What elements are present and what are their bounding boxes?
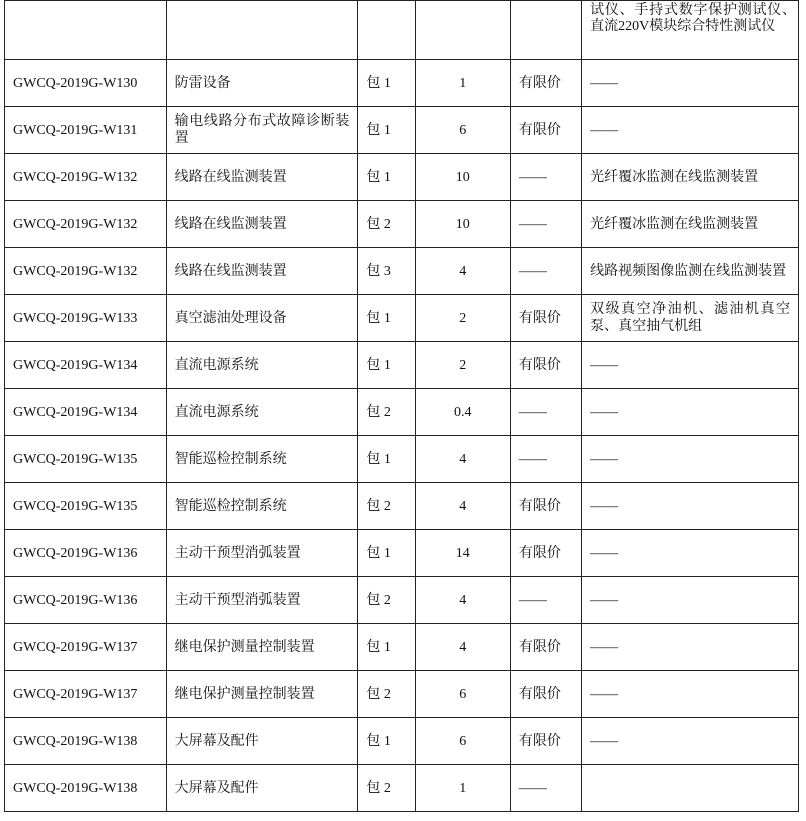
cell-code: GWCQ-2019G-W138 bbox=[5, 718, 167, 765]
table-row bbox=[5, 530, 799, 577]
cell-quantity: 1 bbox=[415, 60, 510, 107]
cell-name: 线路在线监测装置 bbox=[166, 248, 358, 295]
cell-quantity: 4 bbox=[415, 436, 510, 483]
table-row bbox=[5, 389, 799, 436]
cell-quantity: 4 bbox=[415, 483, 510, 530]
cell-name: 线路在线监测装置 bbox=[166, 154, 358, 201]
cell-note: —— bbox=[582, 483, 799, 530]
cell-package: 包 1 bbox=[358, 436, 415, 483]
cell-package: 包 2 bbox=[358, 483, 415, 530]
cell-name: 直流电源系统 bbox=[166, 389, 358, 436]
cell-quantity: 6 bbox=[415, 107, 510, 154]
cell-price: 有限价 bbox=[510, 530, 581, 577]
table-row bbox=[5, 577, 799, 624]
cell-quantity: 0.4 bbox=[415, 389, 510, 436]
cell-price: —— bbox=[510, 436, 581, 483]
cell-quantity: 4 bbox=[415, 624, 510, 671]
table-row bbox=[5, 671, 799, 718]
cell-package bbox=[358, 1, 415, 60]
cell-code: GWCQ-2019G-W135 bbox=[5, 483, 167, 530]
cell-name: 智能巡检控制系统 bbox=[166, 483, 358, 530]
cell-package: 包 1 bbox=[358, 530, 415, 577]
cell-name: 直流电源系统 bbox=[166, 342, 358, 389]
cell-note: —— bbox=[582, 60, 799, 107]
cell-price: —— bbox=[510, 154, 581, 201]
cell-name: 大屏幕及配件 bbox=[166, 765, 358, 812]
cell-package: 包 1 bbox=[358, 107, 415, 154]
cell-price: —— bbox=[510, 201, 581, 248]
cell-code: GWCQ-2019G-W133 bbox=[5, 295, 167, 342]
cell-quantity: 6 bbox=[415, 671, 510, 718]
cell-code: GWCQ-2019G-W137 bbox=[5, 624, 167, 671]
table-row bbox=[5, 718, 799, 765]
table-row-continuation bbox=[5, 1, 799, 60]
cell-name: 输电线路分布式故障诊断装置 bbox=[166, 107, 358, 154]
cell-note bbox=[582, 765, 799, 812]
cell-code: GWCQ-2019G-W135 bbox=[5, 436, 167, 483]
table-row bbox=[5, 154, 799, 201]
cell-package: 包 1 bbox=[358, 342, 415, 389]
cell-package: 包 2 bbox=[358, 389, 415, 436]
cell-price: 有限价 bbox=[510, 60, 581, 107]
cell-name: 线路在线监测装置 bbox=[166, 201, 358, 248]
cell-package: 包 1 bbox=[358, 60, 415, 107]
cell-note: —— bbox=[582, 389, 799, 436]
table-row bbox=[5, 483, 799, 530]
cell-price: 有限价 bbox=[510, 483, 581, 530]
cell-price: 有限价 bbox=[510, 624, 581, 671]
table-row bbox=[5, 107, 799, 154]
cell-quantity: 2 bbox=[415, 342, 510, 389]
cell-quantity: 4 bbox=[415, 577, 510, 624]
cell-code: GWCQ-2019G-W136 bbox=[5, 530, 167, 577]
cell-code: GWCQ-2019G-W136 bbox=[5, 577, 167, 624]
cell-price: —— bbox=[510, 577, 581, 624]
cell-note: —— bbox=[582, 577, 799, 624]
cell-name: 真空滤油处理设备 bbox=[166, 295, 358, 342]
cell-quantity: 6 bbox=[415, 718, 510, 765]
table-row bbox=[5, 248, 799, 295]
cell-note: —— bbox=[582, 342, 799, 389]
cell-code: GWCQ-2019G-W134 bbox=[5, 342, 167, 389]
cell-package: 包 1 bbox=[358, 718, 415, 765]
cell-code: GWCQ-2019G-W130 bbox=[5, 60, 167, 107]
cell-code bbox=[5, 1, 167, 60]
cell-package: 包 2 bbox=[358, 765, 415, 812]
table-row bbox=[5, 60, 799, 107]
cell-price: 有限价 bbox=[510, 107, 581, 154]
cell-note: 光纤覆冰监测在线监测装置 bbox=[582, 154, 799, 201]
cell-quantity: 10 bbox=[415, 154, 510, 201]
cell-note: —— bbox=[582, 530, 799, 577]
cell-price bbox=[510, 1, 581, 60]
cell-code: GWCQ-2019G-W134 bbox=[5, 389, 167, 436]
cell-price: 有限价 bbox=[510, 718, 581, 765]
cell-package: 包 2 bbox=[358, 201, 415, 248]
table-body bbox=[5, 1, 799, 812]
cell-price: —— bbox=[510, 389, 581, 436]
procurement-table bbox=[4, 0, 799, 812]
cell-quantity: 4 bbox=[415, 248, 510, 295]
cell-name: 主动干预型消弧装置 bbox=[166, 577, 358, 624]
cell-note: —— bbox=[582, 107, 799, 154]
cell-name: 主动干预型消弧装置 bbox=[166, 530, 358, 577]
cell-price: 有限价 bbox=[510, 295, 581, 342]
cell-package: 包 1 bbox=[358, 154, 415, 201]
cell-note: 线路视频图像监测在线监测装置 bbox=[582, 248, 799, 295]
cell-code: GWCQ-2019G-W132 bbox=[5, 248, 167, 295]
cell-package: 包 3 bbox=[358, 248, 415, 295]
cell-note: —— bbox=[582, 718, 799, 765]
cell-code: GWCQ-2019G-W138 bbox=[5, 765, 167, 812]
cell-package: 包 2 bbox=[358, 577, 415, 624]
cell-note: —— bbox=[582, 624, 799, 671]
cell-package: 包 1 bbox=[358, 624, 415, 671]
cell-note: 双级真空净油机、滤油机真空泵、真空抽气机组 bbox=[582, 295, 799, 342]
cell-name: 智能巡检控制系统 bbox=[166, 436, 358, 483]
cell-quantity: 1 bbox=[415, 765, 510, 812]
cell-package: 包 1 bbox=[358, 295, 415, 342]
cell-note: 光纤覆冰监测在线监测装置 bbox=[582, 201, 799, 248]
cell-note: 试仪、手持式数字保护测试仪、直流220V模块综合特性测试仪 bbox=[582, 1, 799, 60]
cell-price: 有限价 bbox=[510, 342, 581, 389]
cell-quantity: 2 bbox=[415, 295, 510, 342]
cell-name: 防雷设备 bbox=[166, 60, 358, 107]
cell-code: GWCQ-2019G-W131 bbox=[5, 107, 167, 154]
cell-price: —— bbox=[510, 248, 581, 295]
cell-quantity bbox=[415, 1, 510, 60]
cell-name: 继电保护测量控制装置 bbox=[166, 671, 358, 718]
cell-package: 包 2 bbox=[358, 671, 415, 718]
table-row bbox=[5, 295, 799, 342]
table-row bbox=[5, 765, 799, 812]
table-row bbox=[5, 342, 799, 389]
cell-name: 大屏幕及配件 bbox=[166, 718, 358, 765]
cell-quantity: 14 bbox=[415, 530, 510, 577]
table-row bbox=[5, 436, 799, 483]
cell-quantity: 10 bbox=[415, 201, 510, 248]
cell-code: GWCQ-2019G-W132 bbox=[5, 154, 167, 201]
cell-code: GWCQ-2019G-W137 bbox=[5, 671, 167, 718]
cell-code: GWCQ-2019G-W132 bbox=[5, 201, 167, 248]
table-row bbox=[5, 624, 799, 671]
cell-name: 继电保护测量控制装置 bbox=[166, 624, 358, 671]
cell-note: —— bbox=[582, 671, 799, 718]
table-row bbox=[5, 201, 799, 248]
cell-price: 有限价 bbox=[510, 671, 581, 718]
cell-name bbox=[166, 1, 358, 60]
cell-price: —— bbox=[510, 765, 581, 812]
cell-note: —— bbox=[582, 436, 799, 483]
